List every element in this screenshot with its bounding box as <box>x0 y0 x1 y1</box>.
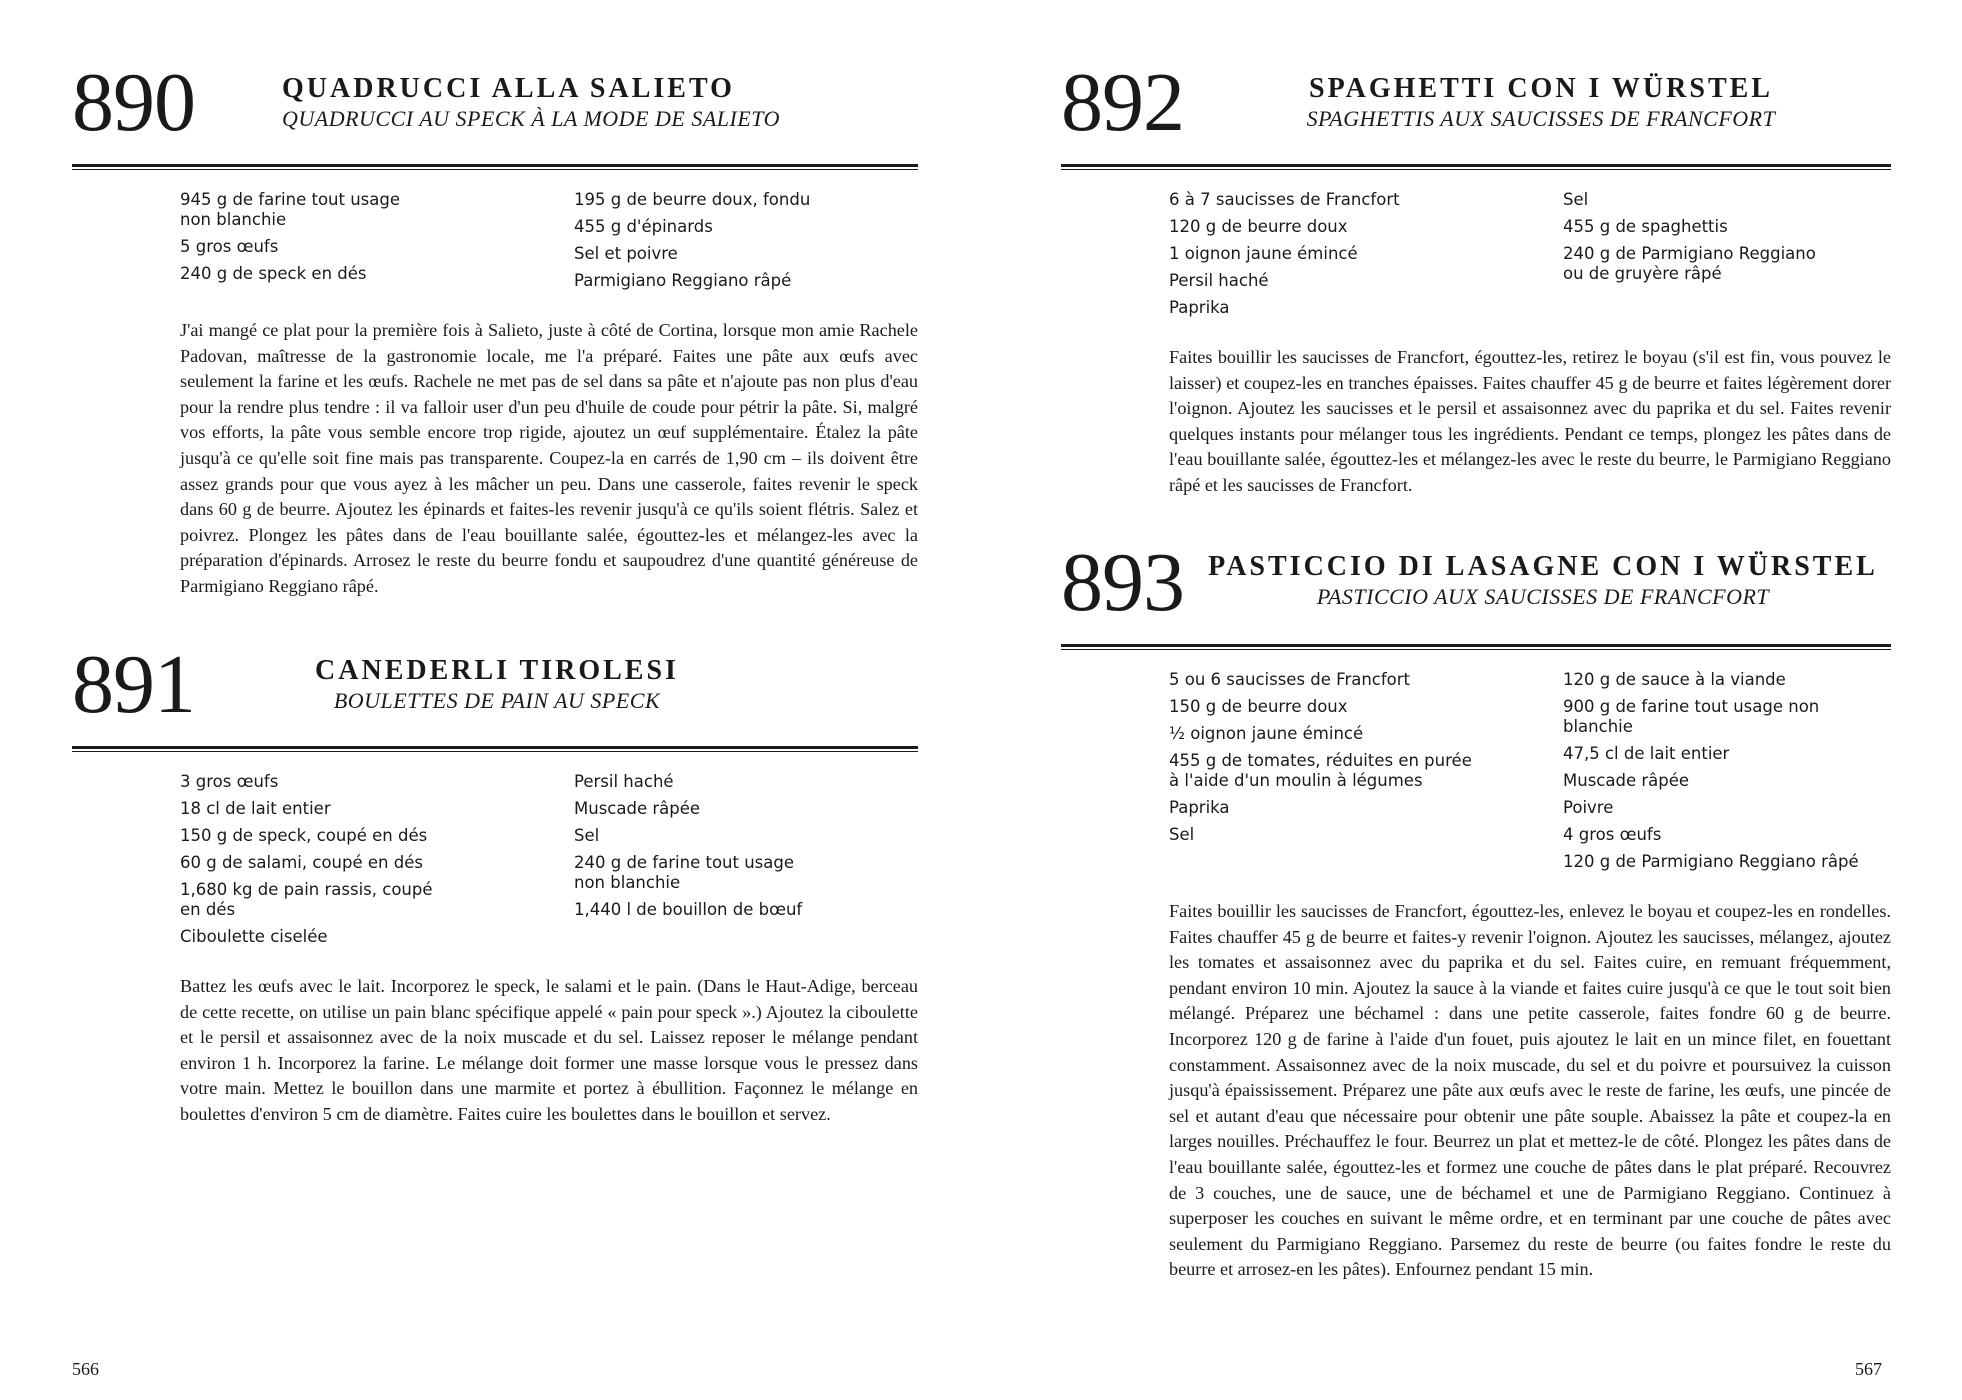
ingredients-column-2 <box>574 772 894 954</box>
ingredient-item: 120 g de sauce à la viande <box>1563 670 1786 689</box>
recipe-method: J'ai mangé ce plat pour la première fois à Salieto, juste à côté de Cortina, lorsque mon amie Rachele Padovan, maîtresse de la gastronomie locale, me l'a préparé. Faites une pâte aux œufs avec seulement la farine et les œufs. Rachele ne met pas de sel dans sa pâte et n'ajoute pas non plus d'eau pour la rendre plus tendre : il va falloir user d'un peu d'huile de coude pour pétrir la pâte. Si, malgré vos efforts, la pâte vous semble encore trop rigide, ajoutez un œuf supplémentaire. Étalez la pâte jusqu'à ce qu'elle soit fine mais pas transparente. Coupez-la en carrés de 1,90 cm – ils doivent être assez grands pour que vous ayez à les mâcher un peu. Dans une casserole, faites revenir le speck dans 60 g de beurre. Ajoutez les épinards et faites-les revenir jusqu'à ce qu'ils soient flétris. Salez et poivrez. Plongez les pâtes dans de l'eau bouillante salée, égouttez-les et mélangez-les avec la préparation d'épinards. Arrosez le reste du beurre fondu et saupoudrez d'une quantité généreuse de Parmigiano Reggiano râpé. <box>180 320 918 596</box>
ingredient-item: Persil haché <box>1169 271 1269 290</box>
recipe-number: 890 <box>72 56 195 149</box>
recipe-890 <box>72 58 918 600</box>
page-right <box>981 0 1962 1400</box>
ingredient-item: 47,5 cl de lait entier <box>1563 744 1730 763</box>
header-rule <box>1061 644 1891 650</box>
ingredient-item: 5 ou 6 saucisses de Francfort <box>1169 670 1411 689</box>
ingredient-item: 240 g de Parmigiano Reggiano ou de gruyère râpé <box>1563 244 1816 283</box>
ingredient-item: Persil haché <box>574 772 674 791</box>
recipe-number: 893 <box>1061 536 1184 629</box>
ingredient-item: 60 g de salami, coupé en dés <box>180 853 423 872</box>
ingredients-column-2 <box>1563 190 1883 325</box>
recipe-header <box>72 640 918 740</box>
ingredient-item: 240 g de speck en dés <box>180 264 367 283</box>
ingredient-item: 3 gros œufs <box>180 772 279 791</box>
page-number-left: 566 <box>72 1359 99 1379</box>
recipe-number: 892 <box>1061 56 1184 149</box>
header-rule <box>1061 164 1891 170</box>
ingredient-item: 1,680 kg de pain rassis, coupé en dés <box>180 880 433 919</box>
ingredient-item: 120 g de Parmigiano Reggiano râpé <box>1563 852 1859 871</box>
ingredients-list <box>1061 670 1891 879</box>
recipe-titles <box>1193 550 1893 610</box>
ingredient-item: Paprika <box>1169 798 1230 817</box>
ingredient-item: 195 g de beurre doux, fondu <box>574 190 811 209</box>
ingredient-item: 120 g de beurre doux <box>1169 217 1348 236</box>
ingredient-item: Muscade râpée <box>1563 771 1690 790</box>
ingredient-item: Ciboulette ciselée <box>180 927 328 946</box>
recipe-891 <box>72 640 918 1128</box>
ingredient-item: ½ oignon jaune émincé <box>1169 724 1364 743</box>
ingredient-item: Paprika <box>1169 298 1230 317</box>
ingredient-item: Muscade râpée <box>574 799 701 818</box>
ingredients-column-2 <box>1563 670 1883 879</box>
ingredients-column-1 <box>1169 190 1563 325</box>
recipe-method: Faites bouillir les saucisses de Francfort, égouttez-les, retirez le boyau (s'il est fin, vous pouvez le laisser) et coupez-les en tranches épaisses. Faites chauffer 45 g de beurre et faites légèrement dorer l'oignon. Ajoutez les saucisses et le persil et assaisonnez avec du paprika et du sel. Faites revenir quelques instants pour mélanger tous les ingrédients. Pendant ce temps, plongez les pâtes dans de l'eau bouillante salée, égouttez-les et mélangez-les avec le reste du beurre, le Parmigiano Reggiano râpé et les saucisses de Francfort. <box>1169 347 1891 495</box>
ingredients-column-1 <box>180 772 574 954</box>
ingredient-item: 150 g de speck, coupé en dés <box>180 826 428 845</box>
recipe-title: PASTICCIO DI LASAGNE CON I WÜRSTEL <box>1208 551 1878 582</box>
ingredient-item: 455 g de spaghettis <box>1563 217 1728 236</box>
ingredient-item: Sel <box>1563 190 1589 209</box>
ingredient-item: 945 g de farine tout usage non blanchie <box>180 190 400 229</box>
ingredient-item: 1,440 l de bouillon de bœuf <box>574 900 803 919</box>
recipe-header <box>1061 58 1891 158</box>
ingredients-column-2 <box>574 190 894 298</box>
recipe-893 <box>1061 538 1891 1283</box>
ingredient-item: Parmigiano Reggiano râpé <box>574 271 792 290</box>
recipe-header <box>72 58 918 158</box>
ingredient-item: Sel <box>1169 825 1195 844</box>
ingredients-list <box>72 190 918 298</box>
ingredient-item: 5 gros œufs <box>180 237 279 256</box>
page-number-right: 567 <box>1855 1359 1882 1379</box>
recipe-subtitle: PASTICCIO AUX SAUCISSES DE FRANCFORT <box>1316 584 1770 609</box>
recipe-titles <box>282 654 712 714</box>
recipe-892 <box>1061 58 1891 499</box>
recipe-title: CANEDERLI TIROLESI <box>315 655 679 686</box>
recipe-titles <box>282 72 780 132</box>
recipe-title: QUADRUCCI ALLA SALIETO <box>282 73 735 104</box>
ingredient-item: 455 g d'épinards <box>574 217 713 236</box>
ingredient-item: 1 oignon jaune émincé <box>1169 244 1358 263</box>
ingredient-item: 4 gros œufs <box>1563 825 1662 844</box>
header-rule <box>72 164 918 170</box>
ingredient-item: 455 g de tomates, réduites en purée à l'aide d'un moulin à légumes <box>1169 751 1472 790</box>
recipe-title: SPAGHETTI CON I WÜRSTEL <box>1309 73 1773 104</box>
recipe-number: 891 <box>72 638 195 731</box>
recipe-titles <box>1261 72 1821 132</box>
ingredient-item: 18 cl de lait entier <box>180 799 331 818</box>
ingredient-item: 900 g de farine tout usage non blanchie <box>1563 697 1820 736</box>
ingredient-item: Sel <box>574 826 600 845</box>
ingredients-column-1 <box>1169 670 1563 879</box>
recipe-method: Faites bouillir les saucisses de Francfort, égouttez-les, enlevez le boyau et coupez-les en rondelles. Faites chauffer 45 g de beurre et faites-y revenir l'oignon. Ajoutez les saucisses, mélangez, ajoutez les tomates et assaisonnez avec du paprika et du sel. Faites cuire, en remuant fréquemment, pendant environ 10 min. Ajoutez la sauce à la viande et faites cuire jusqu'à ce que le tout soit bien mélangé. Préparez une béchamel : dans une petite casserole, faites fondre 60 g de beurre. Incorporez 120 g de farine à l'aide d'un fouet, puis ajoutez le lait en un mince filet, en fouettant constamment. Assaisonnez avec de la noix muscade, du sel et du poivre et poursuivez la cuisson jusqu'à épaississement. Préparez une pâte aux œufs avec le reste de farine, les œufs, une pincée de sel et autant d'eau que nécessaire pour obtenir une pâte souple. Abaissez la pâte et coupez-la en larges nouilles. Préchauffez le four. Beurrez un plat et mettez-le de côté. Plongez les pâtes dans de l'eau bouillante salée, égouttez-les et formez une couche de pâtes dans le plat préparé. Recouvrez de 3 couches, une de sauce, une de béchamel et une de Parmigiano Reggiano. Continuez à superposer les couches en suivant le même ordre, et en terminant par une couche de pâtes avec seulement du Parmigiano Reggiano. Parsemez du reste de beurre (ou faites fondre le reste du beurre et arrosez-en les pâtes). Enfournez pendant 15 min. <box>1169 901 1891 1280</box>
ingredients-list <box>1061 190 1891 325</box>
ingredient-item: 150 g de beurre doux <box>1169 697 1348 716</box>
ingredient-item: Sel et poivre <box>574 244 678 263</box>
ingredients-column-1 <box>180 190 574 298</box>
recipe-header <box>1061 538 1891 638</box>
ingredient-item: 240 g de farine tout usage non blanchie <box>574 853 794 892</box>
ingredient-item: 6 à 7 saucisses de Francfort <box>1169 190 1400 209</box>
ingredients-list <box>72 772 918 954</box>
recipe-subtitle: BOULETTES DE PAIN AU SPECK <box>333 688 661 713</box>
recipe-subtitle: QUADRUCCI AU SPECK À LA MODE DE SALIETO <box>282 106 780 131</box>
ingredient-item: Poivre <box>1563 798 1614 817</box>
header-rule <box>72 746 918 752</box>
recipe-method: Battez les œufs avec le lait. Incorporez le speck, le salami et le pain. (Dans le Haut-Adige, berceau de cette recette, on utilise un pain blanc spécifique appelé « pain pour speck ».) Ajoutez la ciboulette et le persil et assaisonnez avec de la noix muscade et du sel. Laissez reposer le mélange pendant environ 1 h. Incorporez la farine. Le mélange doit former une masse lorsque vous le pressez dans votre main. Mettez le bouillon dans une marmite et portez à ébullition. Façonnez le mélange en boulettes d'environ 5 cm de diamètre. Faites cuire les boulettes dans le bouillon et servez. <box>180 976 918 1124</box>
recipe-subtitle: SPAGHETTIS AUX SAUCISSES DE FRANCFORT <box>1306 106 1776 131</box>
